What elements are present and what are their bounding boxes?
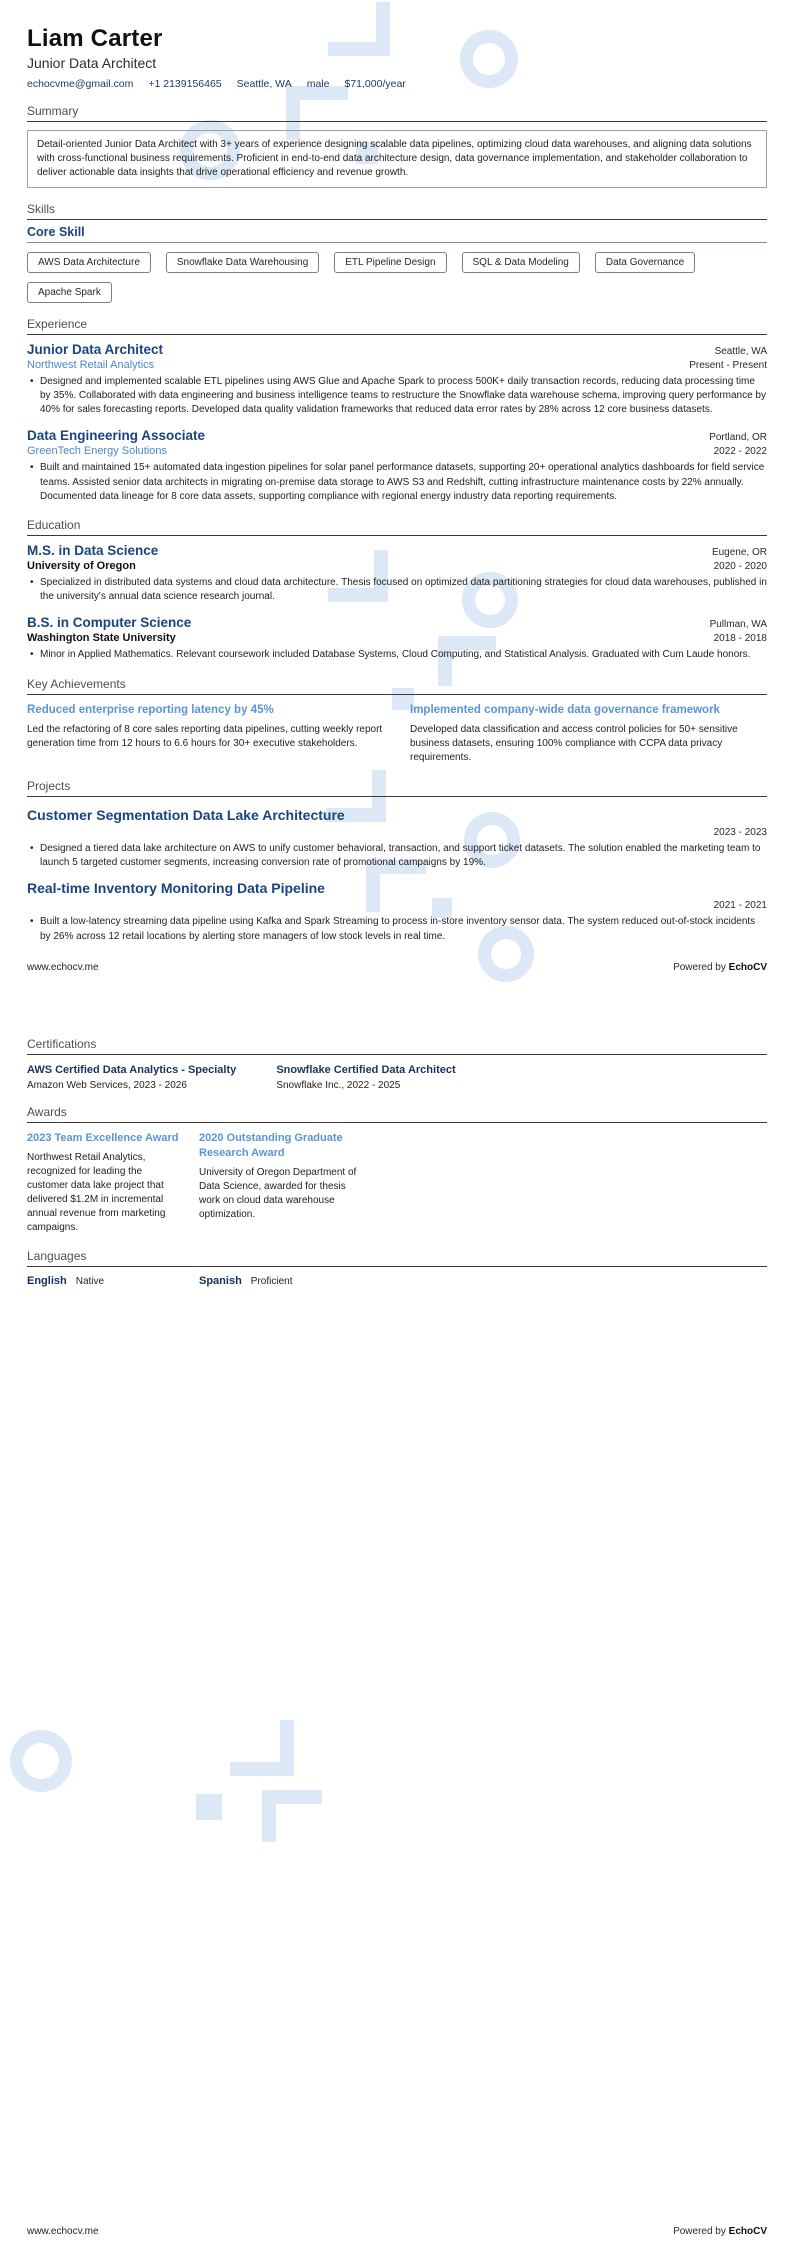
contact-salary: $71,000/year: [344, 77, 406, 90]
degree-title: B.S. in Computer Science: [27, 615, 192, 631]
powered-by: [673, 2226, 767, 2237]
project-dates: 2023 - 2023: [713, 827, 767, 839]
job-company: Northwest Retail Analytics: [27, 358, 155, 371]
job-company: GreenTech Energy Solutions: [27, 445, 168, 458]
achievements-heading: Key Achievements: [27, 676, 126, 691]
languages-heading: Languages: [27, 1248, 87, 1263]
project-bullet: • Built a low-latency streaming data pipeline using Kafka and Spark Streaming to process in-store inventory sensor data. The system reduced out-of-stock incidents by 26% across 12 retail locations by alerting store managers of low stock levels in real time.: [27, 915, 767, 943]
brand-name[interactable]: EchoCV: [728, 961, 767, 973]
watermark-bracket-icon: [230, 1720, 294, 1776]
education-bullet: • Specialized in distributed data systems and cloud data architecture. Thesis focused on optimized data partitioning strategies for cloud data warehouses, published in the university's annual data science research journal.: [27, 576, 767, 604]
brand-name[interactable]: EchoCV: [728, 2226, 767, 2237]
job-bullet: • Designed and implemented scalable ETL pipelines using AWS Glue and Apache Spark to process 500K+ daily transaction records, reducing data processing time by 35%. Collaborated with data engineering and business intelligence teams to restructure the Snowflake data warehouse schema, improving query performance by 40% for sales forecasting reports. Developed data quality validation frameworks that reduced data error rates by 28% across 12 core business datasets.: [27, 375, 767, 418]
section-rule: [27, 121, 767, 122]
section-rule: [27, 1122, 767, 1123]
person-name: Liam Carter: [27, 25, 163, 52]
language-name: Spanish: [199, 1274, 242, 1287]
achievement-title: Reduced enterprise reporting latency by 45%: [27, 703, 274, 716]
language-level: Proficient: [250, 1275, 293, 1287]
achievement-item: [27, 703, 384, 766]
school-dates: 2018 - 2018: [713, 633, 767, 645]
achievement-title: Implemented company-wide data governance framework: [410, 703, 720, 716]
skill-chip: Snowflake Data Warehousing: [166, 252, 319, 273]
skill-chip: Data Governance: [595, 252, 695, 273]
award-text: Northwest Retail Analytics, recognized for leading the customer data lake project that delivered $1.2M in incremental annual revenue from marketing campaigns.: [27, 1151, 166, 1233]
summary-text: Detail-oriented Junior Data Architect with 3+ years of experience designing scalable data pipelines, optimizing cloud data warehouses, and aligning data solutions with cross-functional business requirements. Proficient in end-to-end data architecture design, data governance implementation, and stakeholder collaboration to deliver actionable data insights that drive operational efficiency and revenue growth.: [27, 130, 767, 188]
skill-chip: SQL & Data Modeling: [462, 252, 580, 273]
project-title: Customer Segmentation Data Lake Architecture: [27, 807, 345, 824]
footer-site-link[interactable]: www.echocv.me: [27, 961, 99, 973]
language-name: English: [27, 1274, 67, 1287]
certification-item: [276, 1063, 517, 1091]
education-entry: [27, 615, 767, 662]
achievement-item: [410, 703, 767, 766]
education-heading: Education: [27, 518, 81, 533]
section-rule: [27, 219, 767, 220]
skills-group-rule: [27, 242, 767, 243]
section-achievements: [27, 677, 767, 766]
experience-entry: [27, 428, 767, 504]
section-summary: [27, 104, 767, 188]
section-skills: [27, 202, 767, 303]
language-item: [27, 1275, 199, 1287]
certification-grid: [27, 1063, 767, 1091]
summary-heading: Summary: [27, 103, 79, 118]
contact-row: [27, 78, 767, 90]
powered-by-prefix: Powered by: [673, 961, 729, 973]
job-dates: 2022 - 2022: [713, 446, 767, 458]
job-location: Seattle, WA: [714, 345, 767, 357]
school-dates: 2020 - 2020: [713, 561, 767, 573]
language-level: Native: [75, 1275, 105, 1287]
section-certifications: [27, 1037, 767, 1091]
experience-heading: Experience: [27, 316, 88, 331]
award-text: University of Oregon Department of Data Science, awarded for thesis work on cloud data warehouse optimization.: [199, 1166, 357, 1220]
section-awards: [27, 1105, 767, 1235]
achievement-grid: [27, 703, 767, 766]
powered-by-prefix: Powered by: [673, 2226, 729, 2237]
skills-group-label: Core Skill: [27, 224, 85, 239]
certifications-heading: Certifications: [27, 1036, 97, 1051]
section-experience: [27, 317, 767, 504]
section-rule: [27, 796, 767, 797]
watermark-circle-icon: [10, 1730, 72, 1792]
person-title: Junior Data Architect: [27, 54, 157, 71]
school-name: University of Oregon: [27, 560, 136, 573]
project-entry: [27, 807, 767, 870]
section-rule: [27, 694, 767, 695]
skill-chip: ETL Pipeline Design: [334, 252, 446, 273]
watermark-bracket-icon: [262, 1790, 322, 1842]
degree-title: M.S. in Data Science: [27, 543, 159, 559]
education-entry: [27, 543, 767, 604]
language-grid: [27, 1275, 767, 1287]
award-title: 2020 Outstanding Graduate Research Award: [199, 1132, 343, 1159]
award-title: 2023 Team Excellence Award: [27, 1132, 179, 1145]
contact-location: Seattle, WA: [236, 77, 292, 90]
job-bullet: • Built and maintained 15+ automated data ingestion pipelines for solar panel performance datasets, supporting 20+ operational analytics dashboards for field service teams. Assisted senior data architects in migrating on-premise data storage to AWS S3 and Redshift, cutting infrastructure maintenance costs by 22% annually. Documented data lineage for 8 core data assets, supporting compliance with regional energy industry data reporting requirements.: [27, 461, 767, 504]
section-languages: [27, 1249, 767, 1287]
section-rule: [27, 1266, 767, 1267]
awards-heading: Awards: [27, 1105, 67, 1120]
contact-email[interactable]: echocvme@gmail.com: [27, 77, 134, 90]
section-projects: [27, 779, 767, 944]
watermark-square-icon: [196, 1794, 222, 1820]
project-dates: 2021 - 2021: [713, 900, 767, 912]
page-break-gap: [27, 973, 767, 1023]
projects-heading: Projects: [27, 779, 71, 794]
award-item: [199, 1131, 371, 1235]
award-item: [27, 1131, 199, 1235]
contact-phone[interactable]: +1 2139156465: [148, 77, 222, 90]
school-location: Pullman, WA: [709, 619, 767, 631]
job-location: Portland, OR: [709, 432, 767, 444]
language-item: [199, 1275, 371, 1287]
education-bullet: • Minor in Applied Mathematics. Relevant coursework included Database Systems, Cloud Computing, and Statistical Analysis. Graduated with Cum Laude honors.: [27, 648, 767, 662]
section-education: [27, 518, 767, 663]
award-grid: [27, 1131, 767, 1235]
skills-heading: Skills: [27, 201, 56, 216]
footer-site-link[interactable]: www.echocv.me: [27, 2226, 99, 2237]
certification-item: [27, 1063, 268, 1091]
page-footer: [27, 962, 767, 973]
achievement-text: Led the refactoring of 8 core sales reporting data pipelines, cutting weekly report generation time from 12 hours to 6.6 hours for 30+ executive stakeholders.: [27, 723, 383, 749]
resume-header: [27, 26, 767, 90]
section-rule: [27, 334, 767, 335]
experience-entry: [27, 342, 767, 418]
skill-chip-list: [27, 252, 767, 303]
skill-chip: AWS Data Architecture: [27, 252, 151, 273]
school-location: Eugene, OR: [711, 547, 767, 559]
certification-title: AWS Certified Data Analytics - Specialty: [27, 1063, 237, 1076]
job-title: Junior Data Architect: [27, 341, 164, 357]
job-title: Data Engineering Associate: [27, 428, 206, 444]
certification-issuer: Amazon Web Services, 2023 - 2026: [27, 1080, 187, 1092]
contact-gender: male: [306, 77, 330, 90]
project-title: Real-time Inventory Monitoring Data Pipeline: [27, 880, 325, 897]
project-bullet: • Designed a tiered data lake architecture on AWS to unify customer behavioral, transaction, and support ticket datasets. The solution enabled the marketing team to launch 5 targeted customer segments, increasing conversion rate of promotional campaigns by 19%.: [27, 842, 767, 870]
section-rule: [27, 1054, 767, 1055]
page-footer: [27, 2226, 767, 2237]
achievement-text: Developed data classification and access control policies for 50+ sensitive business datasets, ensuring 100% compliance with CCPA data privacy requirements.: [410, 723, 738, 763]
section-rule: [27, 535, 767, 536]
school-name: Washington State University: [27, 632, 176, 645]
certification-issuer: Snowflake Inc., 2022 - 2025: [276, 1080, 401, 1092]
powered-by: [673, 962, 767, 973]
job-dates: Present - Present: [689, 359, 767, 371]
project-entry: [27, 880, 767, 943]
certification-title: Snowflake Certified Data Architect: [276, 1063, 456, 1076]
skill-chip: Apache Spark: [27, 282, 112, 303]
